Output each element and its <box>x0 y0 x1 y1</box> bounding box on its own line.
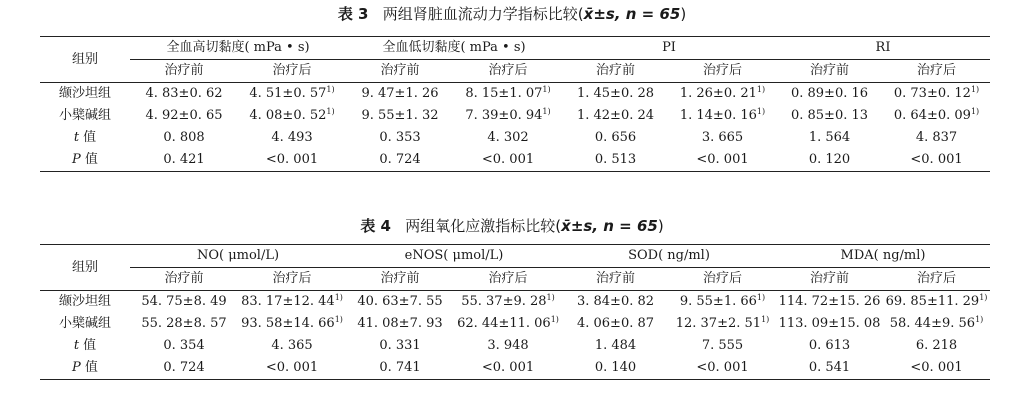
table-cell: 0. 724 <box>346 149 454 172</box>
table-cell: 0. 741 <box>346 357 454 380</box>
table-cell: 0. 421 <box>130 149 238 172</box>
table3-caption <box>0 4 1024 24</box>
table4-caption-number: 表 4 <box>360 217 391 235</box>
row-label: P 值 <box>40 357 130 380</box>
table4-subheader: 治疗前 <box>130 268 238 291</box>
table-cell: 114. 72±15. 26 <box>778 294 881 309</box>
table4-group-header: NO( μmol/L) <box>130 245 346 268</box>
table4-row-header: 组别 <box>40 245 130 291</box>
table-cell: 7. 39±0. 94$^{1)}$ <box>465 107 551 123</box>
table-cell: 0. 140 <box>562 357 669 380</box>
table4-group-header: eNOS( μmol/L) <box>346 245 562 268</box>
table-cell: 4. 06±0. 87 <box>576 316 655 331</box>
table-cell: 4. 92±0. 65 <box>145 108 223 123</box>
table4-group-header: SOD( ng/ml) <box>562 245 776 268</box>
table-cell: 4. 365 <box>271 338 313 353</box>
table-cell: 4. 83±0. 62 <box>145 86 223 101</box>
footnote-mark: 1) <box>756 85 766 94</box>
footnote-mark: 1) <box>334 293 343 302</box>
table-cell: 9. 55±1. 66$^{1)}$ <box>679 293 766 309</box>
table-cell: 69. 85±11. 29$^{1)}$ <box>885 293 988 309</box>
footnote-mark: 1) <box>542 107 551 116</box>
table-cell: 1. 484 <box>594 338 637 353</box>
table-row <box>40 313 990 335</box>
footnote-mark: 1) <box>334 315 343 324</box>
table-cell: 0. 656 <box>594 130 637 145</box>
footnote-mark: 1) <box>326 107 335 116</box>
table4-caption-text: 两组氧化应激指标比较( <box>405 217 562 235</box>
table-cell: 58. 44±9. 56$^{1)}$ <box>889 315 984 331</box>
footnote-mark: 1) <box>326 85 335 94</box>
table-cell: 55. 28±8. 57 <box>141 316 227 331</box>
table4-caption-close: ) <box>657 217 664 235</box>
table-cell: 54. 75±8. 49 <box>141 294 227 309</box>
row-label: P 值 <box>40 149 130 172</box>
table-row <box>40 357 990 380</box>
table-cell: 0. 64±0. 09$^{1)}$ <box>893 107 980 123</box>
table-cell: 0. 73±0. 12$^{1)}$ <box>893 85 980 101</box>
table4-subheader: 治疗后 <box>883 268 990 291</box>
table-cell: 8. 15±1. 07$^{1)}$ <box>465 85 551 101</box>
table-cell: 4. 493 <box>271 130 313 145</box>
footnote-mark: 1) <box>761 315 770 324</box>
table-cell: 0. 808 <box>163 130 205 145</box>
table3-subheader: 治疗前 <box>776 60 883 83</box>
table4-subheader: 治疗前 <box>346 268 454 291</box>
table-cell: 0. 354 <box>163 338 205 353</box>
row-label: 小檗碱组 <box>58 316 111 331</box>
table-cell: 1. 564 <box>808 130 851 145</box>
table-cell: <0. 001 <box>454 357 562 380</box>
table-cell: 4. 837 <box>915 130 958 145</box>
table-row <box>40 127 990 149</box>
footnote-mark: 1) <box>756 107 766 116</box>
table4-subheader: 治疗前 <box>562 268 669 291</box>
footnote-mark: 1) <box>546 293 555 302</box>
footnote-mark: 1) <box>975 315 984 324</box>
table4-caption-n: , n = 65 <box>592 217 658 235</box>
table-cell: 7. 555 <box>701 338 744 353</box>
table-cell: 12. 37±2. 51$^{1)}$ <box>675 315 770 331</box>
table-cell: <0. 001 <box>454 149 562 172</box>
table-row <box>40 83 990 106</box>
footnote-mark: 1) <box>970 107 980 116</box>
table-cell: 9. 47±1. 26 <box>361 86 439 101</box>
footnote-mark: 1) <box>756 293 766 302</box>
table-cell: 4. 302 <box>487 130 529 145</box>
table-cell: 0. 120 <box>776 149 883 172</box>
row-label: 小檗碱组 <box>58 108 111 123</box>
table-cell: 83. 17±12. 44$^{1)}$ <box>241 293 343 309</box>
row-label: 缬沙坦组 <box>58 86 111 101</box>
footnote-mark: 1) <box>550 315 559 324</box>
table-cell: 3. 948 <box>487 338 529 353</box>
table3-row-header: 组别 <box>40 37 130 83</box>
table-cell: 4. 51±0. 57$^{1)}$ <box>249 85 335 101</box>
table-cell: <0. 001 <box>238 149 346 172</box>
table-cell: 0. 613 <box>808 338 851 353</box>
table3-group-header: 全血低切黏度( mPa • s) <box>346 37 562 60</box>
table-cell: 0. 541 <box>776 357 883 380</box>
table4-subheader: 治疗前 <box>776 268 883 291</box>
table-cell: <0. 001 <box>669 357 776 380</box>
table-cell: 55. 37±9. 28$^{1)}$ <box>461 293 555 309</box>
table3 <box>40 36 990 172</box>
table-row <box>40 149 990 172</box>
table4-caption-stat: x̄±s <box>561 217 593 235</box>
footnote-mark: 1) <box>979 293 988 302</box>
table-cell: 6. 218 <box>915 338 958 353</box>
table-cell: 0. 724 <box>130 357 238 380</box>
table3-group-header: 全血高切黏度( mPa • s) <box>130 37 346 60</box>
table3-caption-stat: x̄±s <box>583 5 615 23</box>
row-label: 缬沙坦组 <box>58 294 111 309</box>
table-cell: 1. 14±0. 16$^{1)}$ <box>679 107 766 123</box>
table-cell: <0. 001 <box>883 149 990 172</box>
table-cell: 1. 42±0. 24 <box>576 108 655 123</box>
table3-subheader: 治疗前 <box>346 60 454 83</box>
table3-caption-text: 两组肾脏血流动力学指标比较( <box>382 5 584 23</box>
table-cell: 93. 58±14. 66$^{1)}$ <box>241 315 343 331</box>
table3-caption-number: 表 3 <box>337 5 369 23</box>
row-label: t 值 <box>73 338 97 353</box>
table-cell: 41. 08±7. 93 <box>357 316 443 331</box>
table-cell: 40. 63±7. 55 <box>357 294 443 309</box>
table-cell: 4. 08±0. 52$^{1)}$ <box>249 107 335 123</box>
table3-subheader: 治疗前 <box>562 60 669 83</box>
table4-subheader: 治疗后 <box>454 268 562 291</box>
table-cell: 3. 665 <box>701 130 744 145</box>
table3-subheader: 治疗后 <box>238 60 346 83</box>
table-cell: 0. 513 <box>562 149 669 172</box>
table4-caption <box>0 216 1024 236</box>
table-cell: <0. 001 <box>238 357 346 380</box>
footnote-mark: 1) <box>970 85 980 94</box>
table-cell: 0. 331 <box>379 338 421 353</box>
table3-subheader: 治疗后 <box>454 60 562 83</box>
table4-subheader: 治疗后 <box>669 268 776 291</box>
table3-subheader: 治疗后 <box>669 60 776 83</box>
table4 <box>40 244 990 380</box>
table-cell: 3. 84±0. 82 <box>576 294 655 309</box>
table-row <box>40 335 990 357</box>
table-row <box>40 105 990 127</box>
table3-subheader: 治疗后 <box>883 60 990 83</box>
table-cell: 62. 44±11. 06$^{1)}$ <box>457 315 559 331</box>
row-label: t 值 <box>73 130 97 145</box>
table-cell: 0. 89±0. 16 <box>790 86 869 101</box>
table3-caption-close: ) <box>680 5 687 23</box>
table-cell: <0. 001 <box>883 357 990 380</box>
table-cell: 0. 353 <box>379 130 421 145</box>
footnote-mark: 1) <box>542 85 551 94</box>
table4-subheader: 治疗后 <box>238 268 346 291</box>
table-cell: 0. 85±0. 13 <box>790 108 869 123</box>
table3-group-header: PI <box>562 37 776 60</box>
table4-group-header: MDA( ng/ml) <box>776 245 990 268</box>
table-cell: 1. 26±0. 21$^{1)}$ <box>679 85 766 101</box>
table3-subheader: 治疗前 <box>130 60 238 83</box>
table3-caption-n: , n = 65 <box>614 5 681 23</box>
table-cell: <0. 001 <box>669 149 776 172</box>
table-row <box>40 291 990 314</box>
table-cell: 9. 55±1. 32 <box>361 108 439 123</box>
table3-group-header: RI <box>776 37 990 60</box>
table-cell: 1. 45±0. 28 <box>576 86 655 101</box>
table-cell: 113. 09±15. 08 <box>778 316 881 331</box>
